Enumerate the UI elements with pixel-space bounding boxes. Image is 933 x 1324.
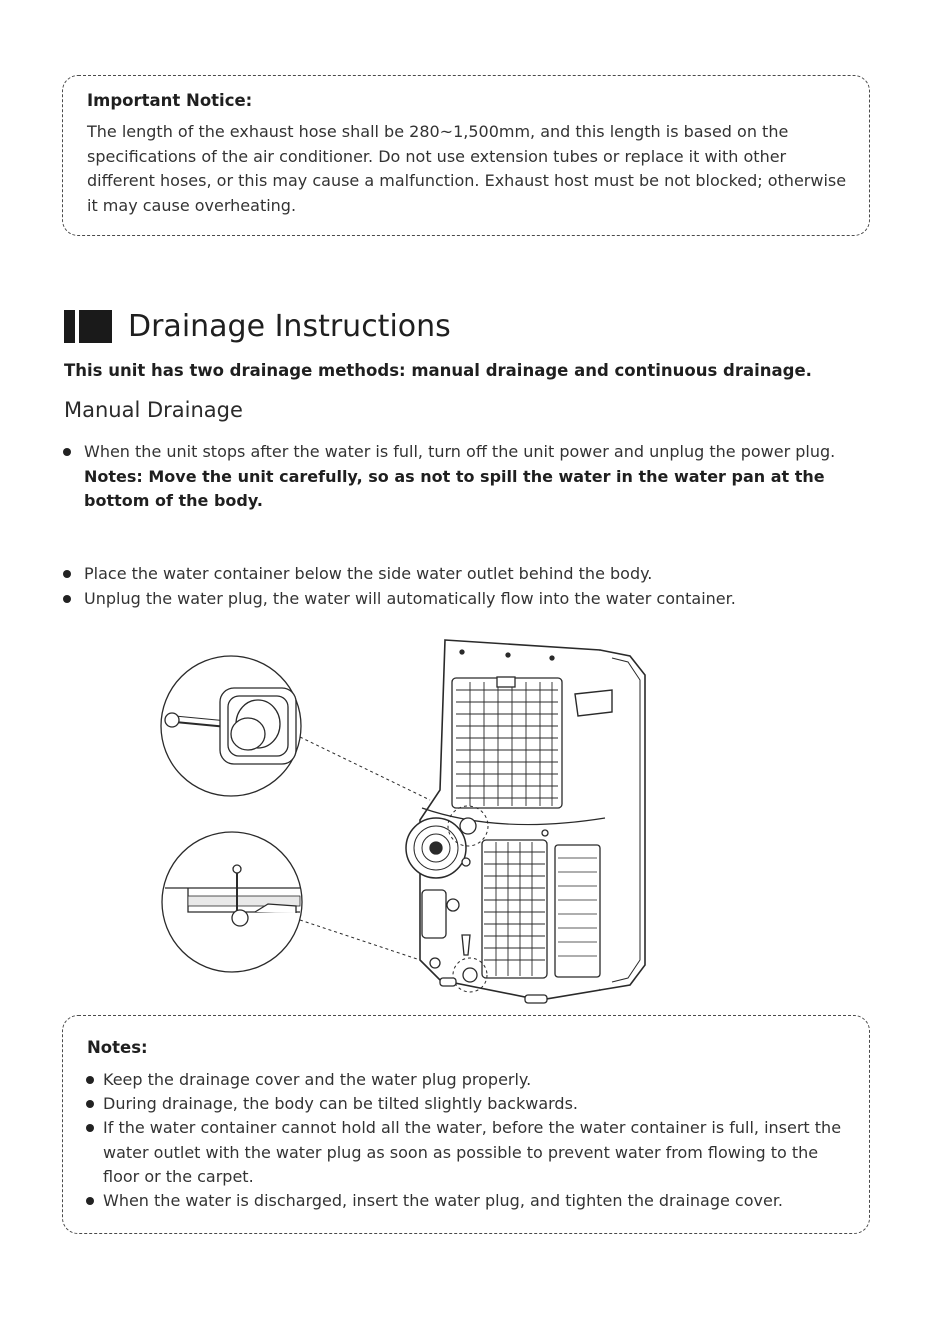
notes-item-text: Keep the drainage cover and the water plug properly. [103, 1070, 532, 1089]
step-text: When the unit stops after the water is full, turn off the unit power and unplug the power plug. [84, 442, 836, 461]
bullet-icon [86, 1076, 94, 1084]
notes-item [103, 1068, 855, 1093]
bullet-icon [86, 1100, 94, 1108]
notes-item-text: When the water is discharged, insert the water plug, and tighten the drainage cover. [103, 1191, 784, 1210]
notes-title: Notes: [87, 1038, 148, 1057]
notes-item-text: If the water container cannot hold all the water, before the water container is full, insert the water outlet with the water plug as soon as possible to prevent water from flowing to the floor or the carpet. [103, 1118, 842, 1186]
notes-item-text: During drainage, the body can be tilted slightly backwards. [103, 1094, 578, 1113]
step-text: Place the water container below the side water outlet behind the body. [84, 564, 653, 583]
notes-item [103, 1116, 855, 1190]
subheading-manual-drainage: Manual Drainage [64, 398, 243, 422]
section-intro: This unit has two drainage methods: manual drainage and continuous drainage. [64, 361, 812, 380]
notice-text: The length of the exhaust hose shall be 280~1,500mm, and this length is based on the specifications of the air conditioner. Do not use extension tubes or replace it with other different hoses, or this may cause a malfunction. Exhaust host must be not blocked; otherwise it may cause overheating. [87, 122, 847, 215]
notes-item [103, 1092, 855, 1117]
notice-title: Important Notice: [87, 91, 253, 110]
water-plug-detail-circle [161, 656, 301, 796]
drain-cover-detail-circle [162, 832, 302, 972]
notes-item [103, 1189, 855, 1214]
section-title: Drainage Instructions [128, 308, 451, 344]
bullet-icon [86, 1124, 94, 1132]
bullet-icon [86, 1197, 94, 1205]
step-text: Unplug the water plug, the water will automatically flow into the water container. [84, 589, 736, 608]
air-conditioner-unit [406, 640, 645, 1003]
step-note: Notes: Move the unit carefully, so as not to spill the water in the water pan at the bottom of the body. [84, 466, 825, 510]
